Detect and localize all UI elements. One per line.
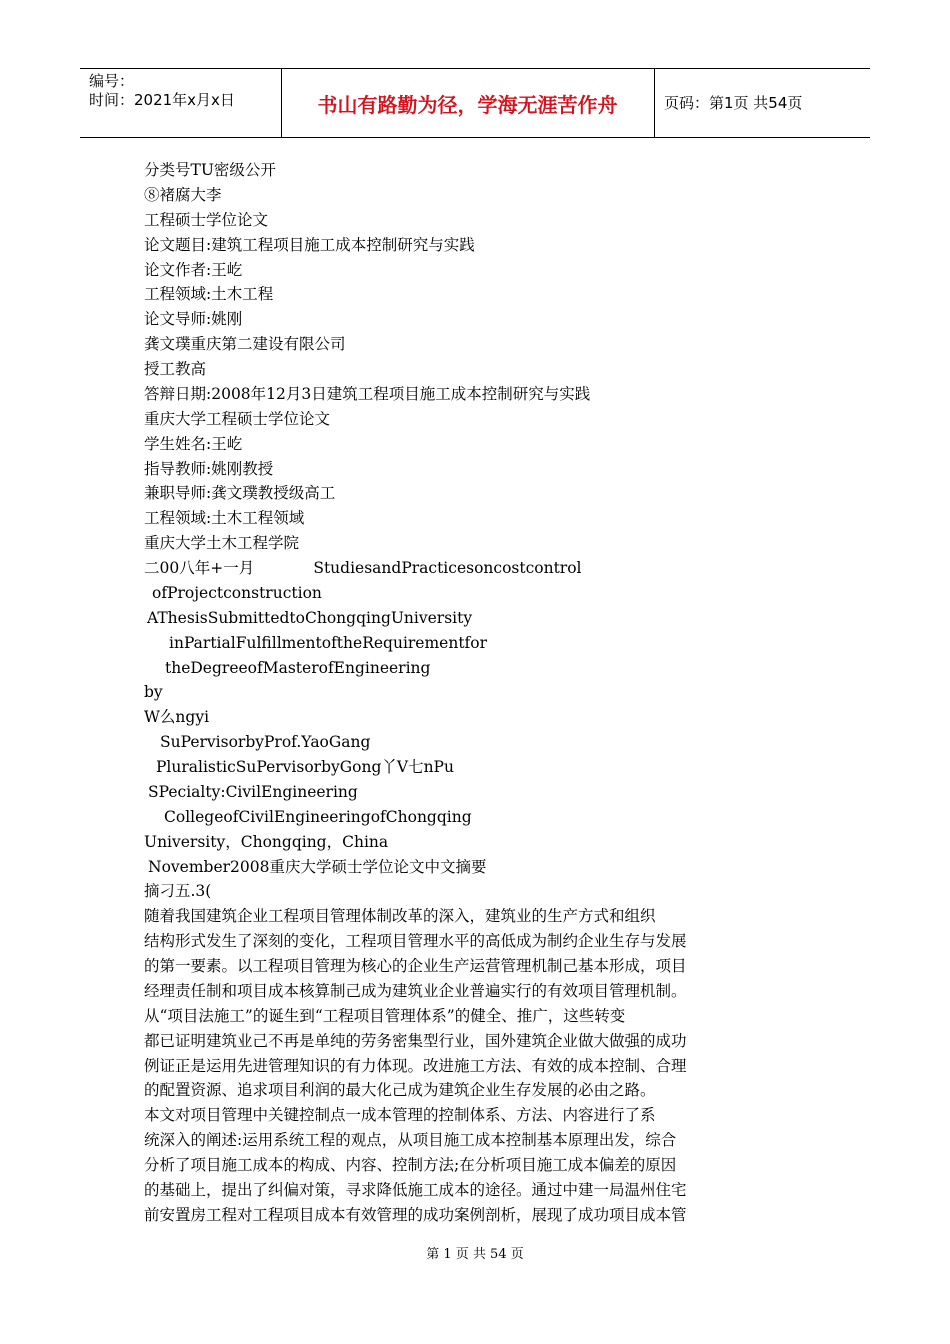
body-line: 例证正是运用先进管理知识的有力体现。改进施工方法、有效的成本控制、合理 xyxy=(144,1056,687,1075)
header-page-cell xyxy=(655,69,870,137)
document-header xyxy=(80,68,870,138)
body-line: AThesisSubmittedtoChongqingUniversity xyxy=(147,608,473,627)
body-line: 分类号TU密级公开 xyxy=(144,161,276,179)
body-line: 论文作者:王屹 xyxy=(144,260,243,279)
body-line: SPecialty:CivilEngineering xyxy=(148,782,358,801)
header-motto: 书山有路勤为径，学海无涯苦作舟 xyxy=(317,93,618,117)
header-motto-cell xyxy=(281,69,655,137)
number-label: 编号： xyxy=(89,72,135,90)
body-line: 分析了项目施工成本的构成、内容、控制方法;在分析项目施工成本偏差的原因 xyxy=(144,1156,677,1174)
body-line: ⑧褚腐大李 xyxy=(144,185,222,204)
body-line: 随着我国建筑企业工程项目管理体制改革的深入，建筑业的生产方式和组织 xyxy=(144,907,656,926)
body-line: 本文对项目管理中关键控制点一成本管理的控制体系、方法、内容进行了系 xyxy=(144,1106,656,1125)
body-line: 重庆大学工程硕士学位论文 xyxy=(144,409,331,428)
body-line: theDegreeofMasterofEngineering xyxy=(165,658,431,677)
body-line: CollegeofCivilEngineeringofChongqing xyxy=(164,807,472,826)
body-line: 的配置资源、追求项目利润的最大化己成为建筑企业生存发展的必由之路。 xyxy=(144,1081,656,1100)
body-line: 前安置房工程对工程项目成本有效管理的成功案例剖析，展现了成功项目成本管 xyxy=(144,1205,687,1224)
body-line: 工程领域:土木工程 xyxy=(144,285,274,304)
body-line: 授工教高 xyxy=(144,360,207,378)
body-line: 二00八年+一月 StudiesandPracticesoncostcontrol xyxy=(144,559,582,577)
body-line: W么ngyi xyxy=(144,708,210,727)
header-meta-cell xyxy=(80,69,282,137)
body-line: 都已证明建筑业己不再是单纯的劳务密集型行业，国外建筑企业做大做强的成功 xyxy=(144,1031,687,1050)
body-line: 工程硕士学位论文 xyxy=(144,210,269,229)
page-footer: 第 1 页 共 54 页 xyxy=(426,1247,524,1262)
body-line: 的第一要素。以工程项目管理为核心的企业生产运营管理机制己基本形成，项目 xyxy=(144,957,687,975)
body-line: PluralisticSuPervisorbyGong丫V七nPu xyxy=(156,758,454,776)
body-line: 论文题目:建筑工程项目施工成本控制研究与实践 xyxy=(144,235,475,254)
body-line: 论文导师:姚刚 xyxy=(144,310,243,329)
body-line: 经理责任制和项目成本核算制己成为建筑业企业普遍实行的有效项目管理机制。 xyxy=(144,981,687,1000)
body-line: University，Chongqing，China xyxy=(144,832,389,851)
body-line: 统深入的阐述:运用系统工程的观点，从项目施工成本控制基本原理出发，综合 xyxy=(144,1131,677,1150)
body-line: 指导教师:姚刚教授 xyxy=(144,459,274,478)
body-line: 工程领域:土木工程领域 xyxy=(144,509,305,528)
document-body xyxy=(144,158,744,1228)
body-line: ofProjectconstruction xyxy=(152,583,322,602)
body-line: 的基础上，提出了纠偏对策，寻求降低施工成本的途径。通过中建一局温州住宅 xyxy=(144,1180,687,1199)
body-line: by xyxy=(144,683,163,702)
body-line: 学生姓名:王屹 xyxy=(144,434,243,453)
body-line: SuPervisorbyProf.YaoGang xyxy=(160,733,371,752)
body-line: 龚文璞重庆第二建设有限公司 xyxy=(144,335,346,354)
body-line: 从“项目法施工”的诞生到“工程项目管理体系”的健全、推广，这些转变 xyxy=(144,1006,626,1025)
body-line: November2008重庆大学硕士学位论文中文摘要 xyxy=(148,857,487,876)
body-line: 答辩日期:2008年12月3日建筑工程项目施工成本控制研究与实践 xyxy=(144,384,591,403)
page-code: 页码：第1页 共54页 xyxy=(664,94,803,112)
body-line: 结构形式发生了深刻的变化，工程项目管理水平的高低成为制约企业生存与发展 xyxy=(144,932,687,951)
body-line: inPartialFulfillmentoftheRequirementfor xyxy=(169,633,488,652)
body-line: 重庆大学土木工程学院 xyxy=(144,534,300,553)
body-line: 摘刁五.3( xyxy=(144,882,212,901)
body-line: 兼职导师:龚文璞教授级高工 xyxy=(144,484,336,503)
time-label: 时间：2021年x月x日 xyxy=(89,91,235,109)
